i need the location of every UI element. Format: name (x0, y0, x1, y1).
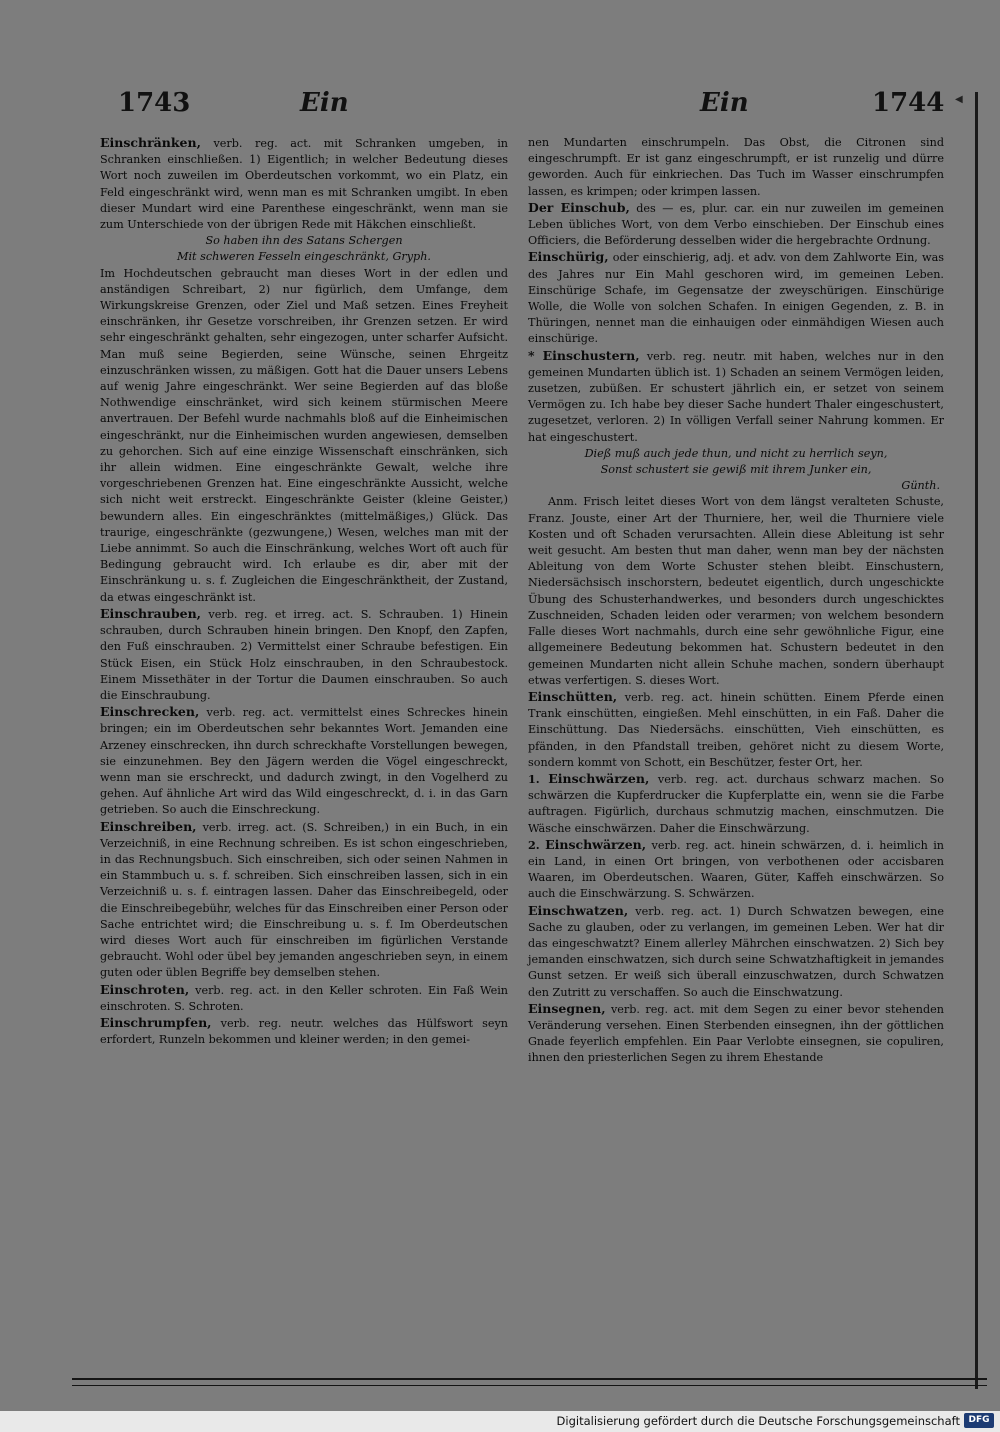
verse-line: Sonst schustert sie gewiß mit ihrem Junker ein, (600, 463, 872, 477)
entry-text: Im Hochdeutschen gebraucht man dieses Wort in der edlen und anständigen Schreibart, 2) nur figürlich, dem Umfange, dem Wirkungskreise Grenzen, oder Ziel und Maß setzen. Eines Freyheit einschränken, ihr Gesetze vorschreiben, ihr Grenzen setzen. Er wird sehr eingeschränkt gehalten, sehr eingezogen, unter scharfer Aufsicht. Man muß seine Begierden, seine Wünsche, seinen Ehrgeitz einzuschränken wissen, zu mäßigen. Gott hat die Dauer unsers Lebens auf wenig Jahre eingeschränkt. Wer seine Begierden auf das bloße Nothwendige einschränket, wird sich keinem stürmischen Meere anvertrauen. Der Befehl wurde nachmahls bloß auf die Einheimischen eingeschränkt, nur die Einheimischen wurden angewiesen, demselben zu gehorchen. Sich auf eine einzige Wissenschaft einschränken, sich ihr allein widmen. Eine eingeschränkte Gewalt, welche ihre vorgeschriebenen Grenzen hat. Eine eingeschränkte Aussicht, welche sich nicht weit erstreckt. Eingeschränkte Geister (kleine Geister,) bewundern alles. Ein eingeschränktes (mittelmäßiges,) Glück. Das traurige, eingeschränkte (gezwungene,) Wesen, welches man mit der Liebe annimmt. So auch die Einschränkung, welches Wort oft auch für Bedingung gebraucht wird. Ich erlaube es dir, aber mit der Einschränkung u. s. f. Zugleichen die Eingeschränktheit, der Zustand, da etwas eingeschränkt ist. (100, 266, 508, 604)
headword: Einschütten, (528, 688, 618, 704)
verse-line: Mit schweren Fesseln eingeschränkt, Gryph. (177, 250, 431, 264)
entry-text: verb. reg. neutr. welches das Hülfswort seyn erfordert, Runzeln bekommen und kleiner werden; in den gemei- (100, 1016, 508, 1047)
headword: Einschwärzen, (548, 770, 650, 786)
annotation (528, 494, 944, 688)
entry-einschreiben (100, 819, 508, 982)
entry-text: verb. irreg. act. (S. Schreiben,) in ein Buch, in ein Verzeichniß, in eine Rechnung schreiben. Es ist schon eingeschrieben, in das Rechnungsbuch. Sich einschreiben, sich oder seinen Nahmen in ein Stammbuch u. s. f. schreiben. Sich einschreiben lassen, sich in ein Verzeichniß u. s. f. eintragen lassen. Daher das Einschreibegeld, oder die Einschreibegebühr, welches für das Einschreiben einer Person oder Sache entrichtet wird; die Einschreibung u. s. f. Im Oberdeutschen wird dieses Wort auch für einschreiben im figürlichen Verstande gebraucht. Wohl oder übel bey jemanden angeschrieben seyn, in einem guten oder üblen Begriffe bey demselben stehen. (100, 820, 508, 980)
entry-continuation (100, 266, 508, 606)
entry-text: verb. reg. act. durchaus schwarz machen. So schwärzen die Kupferdrucker die Kupferplatte ein, wenn sie die Farbe auftragen. Figürlich, durchaus schmutzig machen, einschmutzen. Die Wäsche einschwärzen. Daher die Einschwärzung. (528, 772, 944, 835)
entry-continuation (528, 135, 944, 200)
left-column (100, 135, 508, 1048)
page-edge-bar (975, 92, 978, 1389)
bottom-rule-thin (72, 1385, 987, 1386)
sense-number: 2. (528, 837, 540, 852)
entry-text: verb. reg. act. 1) Durch Schwatzen bewegen, eine Sache zu glauben, oder zu verlangen, im gemeinen Leben. Wer hat dir das eingeschwatzt? Einem allerley Mährchen einschwatzen. 2) Sich bey jemanden einschwatzen, sich durch seine Schwatzhaftigkeit in jemandes Gunst setzen. Er weiß sich überall einzuschwatzen, durch Schwatzen den Zutritt zu verschaffen. So auch die Einschwatzung. (528, 904, 944, 999)
entry-text: des — es, plur. car. ein nur zuweilen im gemeinen Leben übliches Wort, von dem Verbo einschieben. Der Einschub eines Officiers, die Beförderung desselben wider die hergebrachte Ordnung. (528, 201, 944, 248)
headword: * Einschustern, (528, 347, 640, 363)
entry-text: nen Mundarten einschrumpeln. Das Obst, die Citronen sind eingeschrumpft. Er ist ganz eingeschrumpft, er ist runzelig und dürre geworden. Auch für einkriechen. Das Tuch im Wasser einschrumpfen lassen, es krimpen; oder krimpen lassen. (528, 136, 944, 198)
bottom-rule (72, 1378, 987, 1380)
headword: Einschürig, (528, 249, 609, 265)
entry-einschraenken (100, 135, 508, 233)
corner-arrow-icon: ◀ (955, 94, 963, 105)
headword: Einschränken, (100, 135, 201, 150)
entry-einschuerig (528, 249, 944, 347)
headword: Einschreiben, (100, 818, 197, 834)
entry-text: oder einschierig, adj. et adv. von dem Zahlworte Ein, was des Jahres nur Ein Mahl geschoren wird, im gemeinen Leben. Einschürige Schafe, im Gegensatze der zweyschürigen. Einschürige Wolle, die Wolle von solchen Schafen. In einigen Gegenden, z. B. in Thüringen, nennet man die einhauigen oder einmähdigen Wiesen auch einschürige. (528, 251, 944, 346)
headword: Einschwärzen, (545, 836, 647, 852)
entry-einschwaerzen-1 (528, 771, 944, 837)
entry-einschroten (100, 982, 508, 1015)
quotation (528, 446, 944, 495)
headword: Einschrumpfen, (100, 1014, 212, 1030)
entry-einschwatzen (528, 903, 944, 1001)
entry-einschustern (528, 348, 944, 446)
verse-line: Dieß muß auch jede thun, und nicht zu herrlich seyn, (584, 446, 888, 460)
digitization-footer (0, 1411, 1000, 1432)
entry-text: verb. reg. act. hinein schwärzen, d. i. heimlich in ein Land, in einen Ort bringen, von verbothenen oder accisbaren Waaren, im Oberdeutschen. Waaren, Güter, Kaffeh einschwärzen. So auch die Einschwärzung. S. Schwärzen. (528, 838, 944, 901)
headword: Einsegnen, (528, 1000, 606, 1016)
headword: Einschroten, (100, 981, 190, 997)
verse-source: Günth. (901, 479, 940, 493)
verse-line: So haben ihn des Satans Schergen (205, 234, 403, 248)
headword: Einschrecken, (100, 704, 200, 720)
entry-einschuetten (528, 689, 944, 771)
headword: Der Einschub, (528, 199, 630, 215)
entry-text: verb. reg. act. hinein schütten. Einem Pferde einen Trank einschütten, eingießen. Mehl einschütten, in ein Faß. Daher die Einschüttung. Das Niedersächs. einschütten, Vieh einschütten, es pfänden, in den Pfandstall treiben, gehöret nicht zu diesem Worte, sondern kommt von Schott, ein Beschützer, fester Ort, her. (528, 690, 944, 769)
entry-einschrauben (100, 606, 508, 704)
entry-text: verb. reg. act. mit dem Segen zu einer bevor stehenden Veränderung versehen. Einen Sterbenden einsegnen, ihn der göttlichen Gnade feyerlich empfehlen. Ein Paar Verlobte einsegnen, sie copuliren, ihnen den priesterlichen Segen zu ihrem Ehestande (528, 1002, 944, 1065)
right-page-number: 1744 (872, 88, 945, 118)
right-running-head: Ein (700, 88, 749, 118)
entry-text: verb. reg. act. in den Keller schroten. Ein Faß Wein einschroten. S. Schroten. (100, 983, 508, 1013)
entry-text: verb. reg. et irreg. act. S. Schrauben. 1) Hinein schrauben, durch Schrauben hinein bringen. Den Knopf, den Zapfen, den Fuß einschrauben. 2) Vermittelst einer Schraube befestigen. Ein Stück Eisen, ein Stück Holz einschrauben, in den Schraubestock. Einem Missethäter in der Tortur die Daumen einschrauben. So auch die Einschraubung. (100, 607, 508, 702)
entry-einschrecken (100, 704, 508, 818)
quotation (100, 233, 508, 265)
entry-text: verb. reg. neutr. mit haben, welches nur in den gemeinen Mundarten üblich ist. 1) Schaden an seinem Vermögen leiden, zusetzen, zubüßen. Er schustert jährlich ein, er setzet von seinem Vermögen zu. Ich habe bey dieser Sache hundert Thaler eingeschustert, zugesetzet, verloren. 2) In völligen Verfall seiner Nahrung kommen. Er hat eingeschustert. (528, 349, 944, 444)
entry-text: verb. reg. act. mit Schranken umgeben, in Schranken einschließen. 1) Eigentlich; in welcher Bedeutung dieses Wort noch zuweilen im Oberdeutschen vorkommt, wo ein Platz, ein Feld eingeschränkt wird, wenn man es mit Schranken umgibt. In eben dieser Mundart wird eine Parenthese eingeschränkt, wenn man sie zum Unterschiede von der übrigen Rede mit Häkchen einschließt. (100, 137, 508, 232)
headword: Einschrauben, (100, 605, 202, 621)
entry-einsegnen (528, 1001, 944, 1067)
dfg-logo: DFG (964, 1413, 994, 1428)
left-page-number: 1743 (118, 88, 191, 118)
headword: Einschwatzen, (528, 902, 629, 918)
entry-einschub (528, 200, 944, 250)
entry-einschrumpfen (100, 1015, 508, 1048)
right-column (528, 135, 944, 1067)
entry-einschwaerzen-2 (528, 837, 944, 903)
left-running-head: Ein (300, 88, 349, 118)
annotation-text: Anm. Frisch leitet dieses Wort von dem längst veralteten Schuste, Franz. Jouste, einer Art der Thurniere, her, weil die Thurniere viele Kosten und oft Schaden verursachten. Allein diese Ableitung ist sehr weit gesucht. Am besten thut man daher, wenn man bey der nächsten Ableitung von dem Worte Schuster stehen bleibt. Einschustern, Niedersächsisch inschorstern, bedeutet eigentlich, durch ungeschickte Übung des Schusterhandwerkes, und besonders durch ungeschicktes Zuschneiden, Schaden leiden oder verarmen; von welchem besondern Falle dieses Wort nachmahls, durch eine sehr gewöhnliche Figur, eine allgemeinere Bedeutung bekommen hat. Schustern bedeutet in den gemeinen Mundarten nicht allein Schuhe machen, sondern überhaupt etwas verfertigen. S. dieses Wort. (528, 495, 944, 687)
footer-credit: Digitalisierung gefördert durch die Deutsche Forschungsgemeinschaft (556, 1414, 960, 1428)
sense-number: 1. (528, 771, 540, 786)
entry-text: verb. reg. act. vermittelst eines Schreckes hinein bringen; ein im Oberdeutschen sehr bekanntes Wort. Jemanden eine Arzeney einschrecken, ihn durch schreckhafte Vorstellungen bewegen, sie einzunehmen. Bey den Jägern werden die Vögel eingeschreckt, wenn man sie erschreckt, und dadurch zwingt, in den Vogelherd zu gehen. Auf ähnliche Art wird das Wild eingeschreckt, d. i. in das Garn getrieben. So auch die Einschreckung. (100, 706, 509, 817)
